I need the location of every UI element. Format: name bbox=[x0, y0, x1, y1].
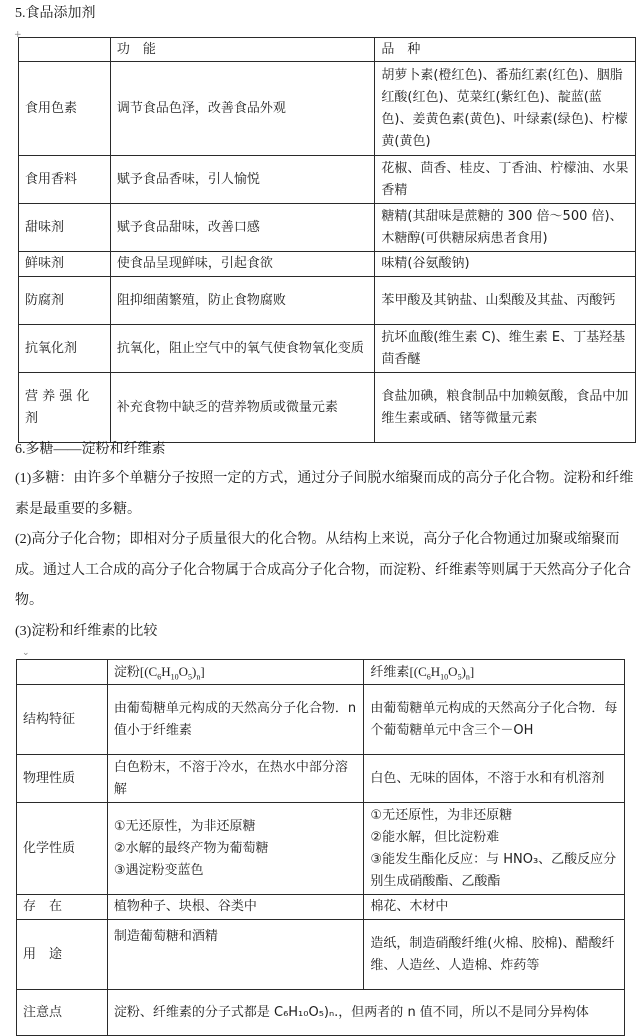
additive-function: 调节食品色泽，改善食品外观 bbox=[110, 62, 375, 156]
starch-cell: 植物种子、块根、谷类中 bbox=[107, 895, 364, 920]
table-row bbox=[19, 252, 636, 277]
additive-name: 防腐剂 bbox=[19, 277, 111, 325]
additive-function: 赋予食品香味，引人愉悦 bbox=[110, 156, 375, 204]
additive-varieties: 糖精(其甜味是蔗糖的 300 倍～500 倍)、木糖醇(可供糖尿病患者食用) bbox=[375, 204, 636, 252]
additive-varieties: 胡萝卜素(橙红色)、番茄红素(红色)、胭脂红酸(红色)、苋菜红(紫红色)、靛蓝(蓝色)、姜黄色素(黄色)、叶绿素(绿色)、柠檬黄(黄色) bbox=[375, 62, 636, 156]
cellulose-cell: 棉花、木材中 bbox=[364, 895, 625, 920]
additive-name: 甜味剂 bbox=[19, 204, 111, 252]
table-row bbox=[19, 204, 636, 252]
cellulose-cell: 造纸，制造硝酸纤维(火棉、胶棉)、醋酸纤维、人造丝、人造棉、炸药等 bbox=[364, 920, 625, 990]
additive-function: 阻抑细菌繁殖，防止食物腐败 bbox=[110, 277, 375, 325]
paragraph-polymer: (2)高分子化合物；即相对分子质量很大的化合物。从结构上来说，高分子化合物通过加聚或缩聚而成。通过人工合成的高分子化合物属于合成高分子化合物，而淀粉、纤维素等则属于天然高分子化合物。 bbox=[15, 532, 631, 608]
additive-varieties: 苯甲酸及其钠盐、山梨酸及其盐、丙酸钙 bbox=[375, 277, 636, 325]
additive-function: 赋予食品甜味，改善口感 bbox=[110, 204, 375, 252]
starch-cell: 由葡萄糖单元构成的天然高分子化合物．n 值小于纤维素 bbox=[107, 685, 364, 755]
header-varieties: 品 种 bbox=[375, 38, 636, 62]
cellulose-cell: 由葡萄糖单元构成的天然高分子化合物．每个葡萄糖单元中含三个－OH bbox=[364, 685, 625, 755]
table-row bbox=[17, 685, 625, 755]
cellulose-formula: $[(C_6H_{10}O_5)_n]$ bbox=[409, 664, 475, 682]
table-anchor-mark: + bbox=[14, 30, 22, 40]
header-empty bbox=[19, 38, 111, 62]
additive-name: 抗氧化剂 bbox=[19, 325, 111, 373]
starch-cell: 制造葡萄糖和酒精 bbox=[107, 920, 364, 990]
additive-varieties: 味精(谷氨酸钠) bbox=[375, 252, 636, 277]
additive-name: 鲜味剂 bbox=[19, 252, 111, 277]
table-header-row bbox=[17, 660, 625, 685]
cellulose-cell: 白色、无味的固体，不溶于水和有机溶剂 bbox=[364, 755, 625, 803]
additive-name: 食用色素 bbox=[19, 62, 111, 156]
table-row bbox=[17, 895, 625, 920]
starch-formula: $[(C_6H_{10}O_5)_n]$ bbox=[139, 664, 205, 682]
property-label: 存 在 bbox=[17, 895, 108, 920]
section5-title: 5.食品添加剂 bbox=[15, 6, 96, 21]
table-header-row bbox=[19, 38, 636, 62]
table-row bbox=[19, 62, 636, 156]
table-anchor-mark: ⌄ bbox=[22, 648, 30, 658]
additive-varieties: 食盐加碘，粮食制品中加赖氨酸，食品中加维生素或硒、锗等微量元素 bbox=[375, 373, 636, 443]
property-label: 化学性质 bbox=[17, 803, 108, 895]
additive-varieties: 抗坏血酸(维生素 C)、维生素 E、丁基羟基茴香醚 bbox=[375, 325, 636, 373]
table-row bbox=[19, 156, 636, 204]
starch-cellulose-table bbox=[16, 659, 625, 1036]
starch-cell: ①无还原性，为非还原糖 ②水解的最终产物为葡萄糖 ③遇淀粉变蓝色 bbox=[107, 803, 364, 895]
property-label: 物理性质 bbox=[17, 755, 108, 803]
header-cellulose: 纤维素$[(C_6H_{10}O_5)_n]$ bbox=[364, 660, 625, 685]
table-row bbox=[17, 755, 625, 803]
cellulose-cell: ①无还原性，为非还原糖 ②能水解，但比淀粉难 ③能发生酯化反应：与 HNO₃、乙酸反应分别生成硝酸酯、乙酸酯 bbox=[364, 803, 625, 895]
table-row bbox=[17, 920, 625, 990]
paragraph-comparison-heading: (3)淀粉和纤维素的比较 bbox=[15, 624, 158, 639]
additive-function: 使食品呈现鲜味，引起食欲 bbox=[110, 252, 375, 277]
additive-varieties: 花椒、茴香、桂皮、丁香油、柠檬油、水果香精 bbox=[375, 156, 636, 204]
starch-cell: 白色粉末，不溶于冷水，在热水中部分溶解 bbox=[107, 755, 364, 803]
table-row bbox=[19, 373, 636, 443]
section6-title: 6.多糖——淀粉和纤维素 bbox=[15, 442, 166, 457]
note-cell: 淀粉、纤维素的分子式都是 C₆H₁₀O₅)ₙ.，但两者的 n 值不同，所以不是同分异构体 bbox=[107, 990, 624, 1036]
additive-name: 营 养 强 化 剂 bbox=[19, 373, 111, 443]
table-row bbox=[17, 803, 625, 895]
header-function: 功 能 bbox=[110, 38, 375, 62]
property-label: 结构特征 bbox=[17, 685, 108, 755]
table-row bbox=[19, 325, 636, 373]
table-row bbox=[17, 990, 625, 1036]
food-additives-table bbox=[18, 37, 636, 443]
additive-function: 抗氧化，阻止空气中的氧气使食物氧化变质 bbox=[110, 325, 375, 373]
header-starch: 淀粉$[(C_6H_{10}O_5)_n]$ bbox=[107, 660, 364, 685]
header-empty bbox=[17, 660, 108, 685]
property-label: 注意点 bbox=[17, 990, 108, 1036]
property-label: 用 途 bbox=[17, 920, 108, 990]
paragraph-polysaccharide: (1)多糖：由许多个单糖分子按照一定的方式，通过分子间脱水缩聚而成的高分子化合物。淀粉和纤维素是最重要的多糖。 bbox=[15, 471, 634, 517]
additive-function: 补充食物中缺乏的营养物质或微量元素 bbox=[110, 373, 375, 443]
additive-name: 食用香料 bbox=[19, 156, 111, 204]
table-row bbox=[19, 277, 636, 325]
